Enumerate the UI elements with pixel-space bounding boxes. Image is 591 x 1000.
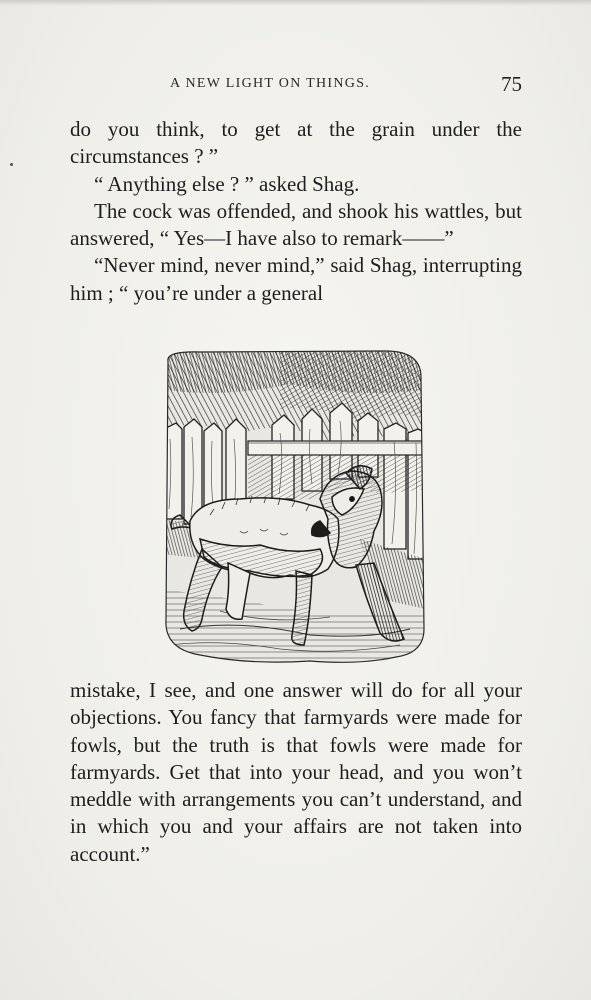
paragraph: The cock was offended, and shook his wattles, but answered, “ Yes—I have also to remark——” — [70, 198, 522, 251]
paragraph: “ Anything else ? ” asked Shag. — [94, 171, 360, 196]
paragraph: do you think, to get at the grain under the circumstances ? ” — [70, 117, 522, 169]
page-number: 75 — [501, 72, 522, 96]
paragraph: mistake, I see, and one answer will do for all your objections. You fancy that farmyards were made for fowls, but the truth is that fowls were made for farmyards. Get that into your head, and you won’t meddle with arrangements you can’t understand, and in which you and your affairs are not taken into account.” — [70, 678, 522, 866]
running-head — [70, 72, 522, 98]
text-block-top — [70, 116, 522, 307]
paragraph: “Never mind, never mind,” said Shag, interrupting him ; “ you’re under a general — [70, 253, 522, 305]
dog-by-fence-engraving — [160, 349, 426, 665]
running-title: A NEW LIGHT ON THINGS. — [170, 76, 371, 91]
text-block-bottom — [70, 677, 522, 868]
engraving-illustration — [160, 349, 426, 665]
stray-ink-mark — [10, 163, 13, 166]
page-top-edge — [0, 0, 591, 6]
